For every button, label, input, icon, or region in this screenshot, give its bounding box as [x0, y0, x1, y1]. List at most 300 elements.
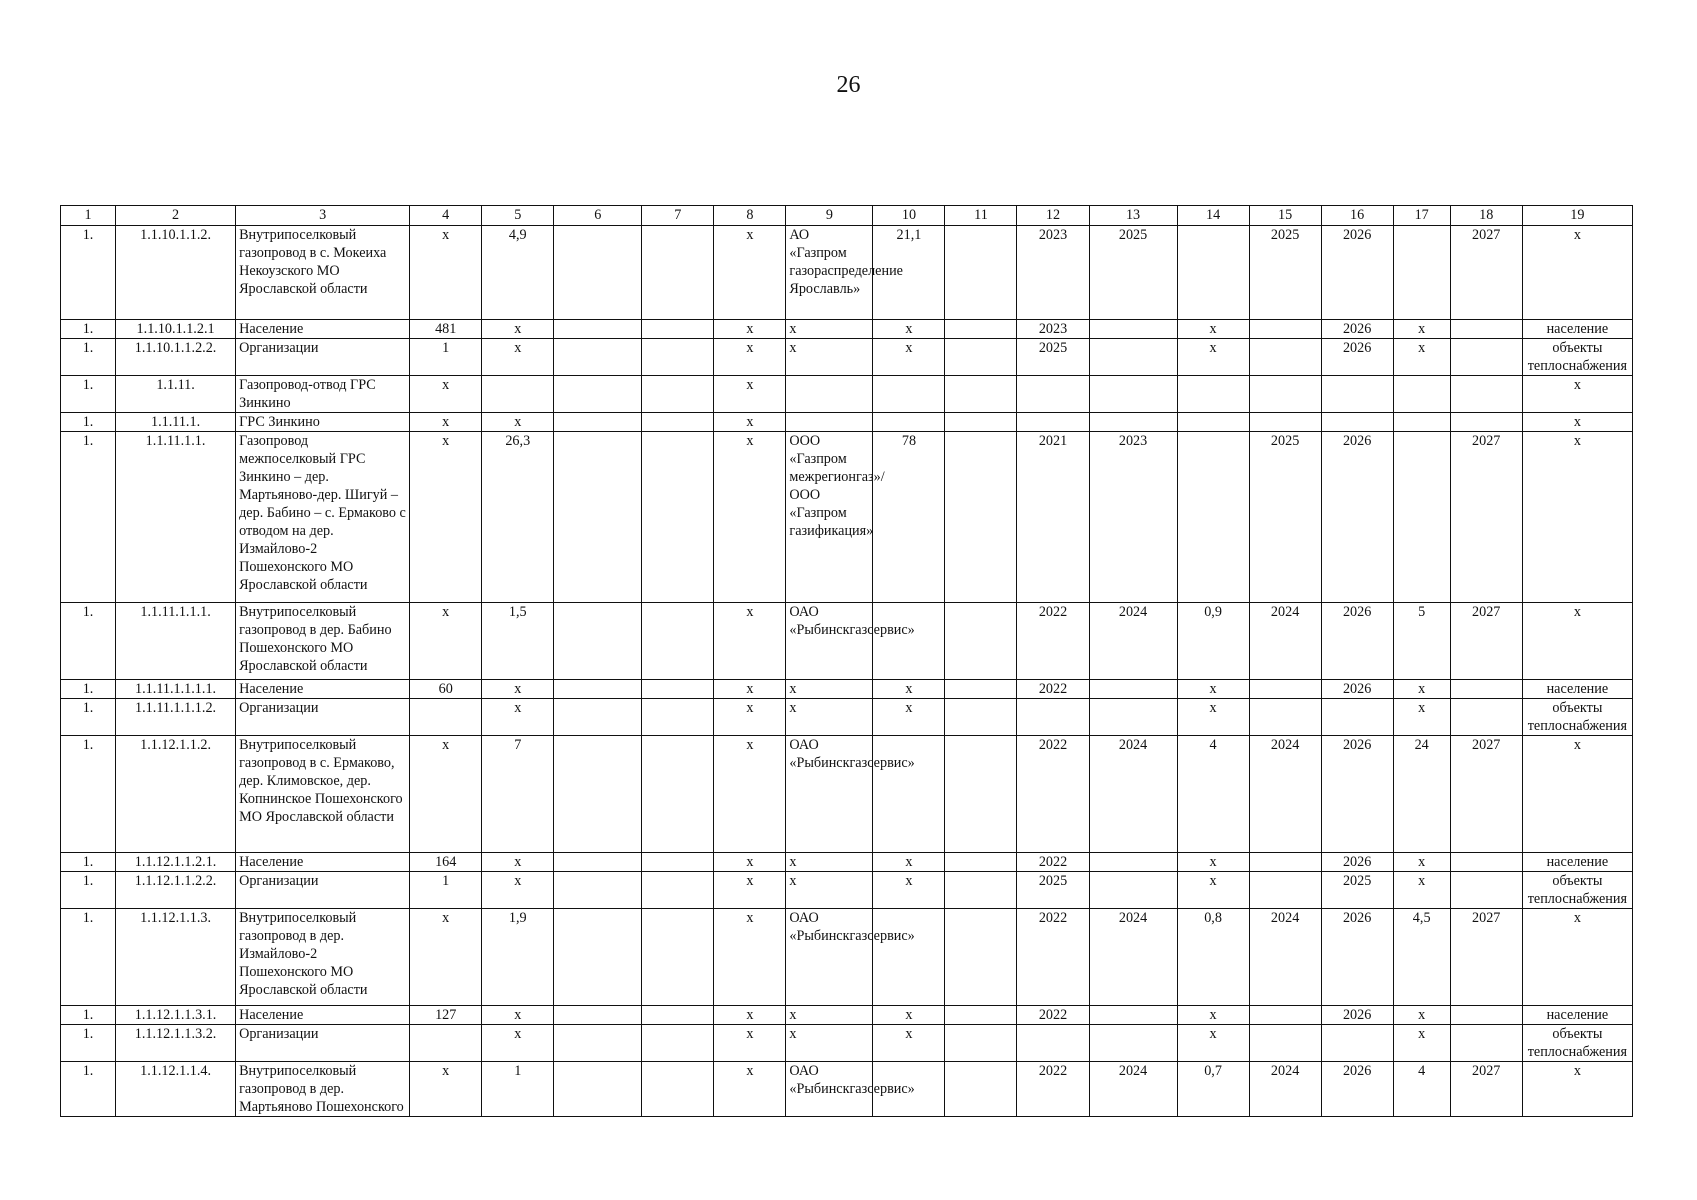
table-cell	[1450, 853, 1522, 872]
column-number-cell: 15	[1249, 206, 1321, 226]
table-cell: 1.1.11.1.1.1.1.	[116, 680, 236, 699]
table-cell: 1.	[61, 1062, 116, 1117]
column-number-cell: 8	[714, 206, 786, 226]
table-cell: 2024	[1089, 909, 1177, 1006]
table-cell	[945, 872, 1017, 909]
column-number-cell: 4	[410, 206, 482, 226]
table-cell: х	[1522, 432, 1632, 603]
table-cell	[554, 1062, 642, 1117]
table-cell	[1089, 699, 1177, 736]
table-cell	[554, 1006, 642, 1025]
table-cell: 2024	[1089, 736, 1177, 853]
table-cell: х	[873, 699, 945, 736]
table-cell: 2022	[1017, 603, 1089, 680]
table-cell	[945, 413, 1017, 432]
table-cell: х	[1177, 339, 1249, 376]
table-cell	[945, 339, 1017, 376]
table-cell	[554, 872, 642, 909]
column-number-cell: 6	[554, 206, 642, 226]
table-cell: 1.1.10.1.1.2.2.	[116, 339, 236, 376]
table-cell: 2025	[1089, 226, 1177, 320]
table-cell: х	[1177, 872, 1249, 909]
table-cell: 1.	[61, 413, 116, 432]
table-cell	[1017, 699, 1089, 736]
table-cell	[873, 603, 945, 680]
table-cell	[1450, 413, 1522, 432]
table-cell: 1.1.11.1.1.	[116, 432, 236, 603]
table-cell: х	[1177, 853, 1249, 872]
table-cell: 2027	[1450, 736, 1522, 853]
table-cell	[945, 680, 1017, 699]
table-cell: 164	[410, 853, 482, 872]
table-cell	[1450, 1025, 1522, 1062]
table-cell: 2022	[1017, 1062, 1089, 1117]
table-cell: 1	[410, 339, 482, 376]
table-cell: Организации	[236, 872, 410, 909]
table-cell: 1.1.11.1.1.1.2.	[116, 699, 236, 736]
column-number-cell: 7	[642, 206, 714, 226]
table-cell	[1393, 413, 1450, 432]
table-cell: 7	[482, 736, 554, 853]
table-cell: Внутрипоселковый газопровод в дер. Бабино Пошехонского МО Ярославской области	[236, 603, 410, 680]
table-cell: х	[482, 680, 554, 699]
table-cell	[945, 376, 1017, 413]
table-cell	[1450, 872, 1522, 909]
table-cell: х	[1522, 736, 1632, 853]
table-cell: х	[714, 413, 786, 432]
table-cell	[873, 909, 945, 1006]
table-cell	[554, 853, 642, 872]
table-cell	[410, 1025, 482, 1062]
table-cell: 1.1.12.1.1.2.1.	[116, 853, 236, 872]
table-cell	[1017, 413, 1089, 432]
table-cell: 21,1	[873, 226, 945, 320]
table-row	[61, 320, 1633, 339]
table-cell	[554, 320, 642, 339]
table-cell	[873, 413, 945, 432]
table-cell	[1393, 432, 1450, 603]
table-cell: х	[786, 680, 873, 699]
table-cell	[554, 432, 642, 603]
table-cell	[642, 699, 714, 736]
table-cell: Внутрипоселковый газопровод в с. Ермаково, дер. Климовское, дер. Копнинское Пошехонского МО Ярославской области	[236, 736, 410, 853]
table-cell	[1017, 1025, 1089, 1062]
table-cell: 1.1.12.1.1.3.1.	[116, 1006, 236, 1025]
table-cell	[945, 226, 1017, 320]
table-cell	[642, 226, 714, 320]
table-row	[61, 736, 1633, 853]
table-cell: 0,8	[1177, 909, 1249, 1006]
table-cell	[642, 339, 714, 376]
table-cell: х	[873, 853, 945, 872]
table-cell: х	[786, 1006, 873, 1025]
table-cell: х	[873, 339, 945, 376]
table-cell: 1,5	[482, 603, 554, 680]
table-cell: 1.1.12.1.1.2.2.	[116, 872, 236, 909]
table-cell: х	[1393, 1025, 1450, 1062]
table-cell: 2026	[1321, 320, 1393, 339]
table-cell	[1089, 413, 1177, 432]
column-number-cell: 1	[61, 206, 116, 226]
table-cell: 1.1.11.1.	[116, 413, 236, 432]
table-cell: 2027	[1450, 603, 1522, 680]
table-cell: 2026	[1321, 432, 1393, 603]
table-cell	[642, 1025, 714, 1062]
table-cell: 1.1.12.1.1.3.2.	[116, 1025, 236, 1062]
table-cell: х	[1522, 376, 1632, 413]
table-cell: 127	[410, 1006, 482, 1025]
table-cell	[945, 736, 1017, 853]
table-cell: 2026	[1321, 339, 1393, 376]
table-cell	[642, 320, 714, 339]
table-cell: х	[1177, 680, 1249, 699]
table-cell: 2025	[1249, 226, 1321, 320]
table-row	[61, 432, 1633, 603]
table-cell: 1.	[61, 432, 116, 603]
table-cell	[642, 1062, 714, 1117]
table-cell	[786, 413, 873, 432]
table-cell: 2025	[1017, 872, 1089, 909]
table-cell	[1321, 413, 1393, 432]
table-cell: 0,9	[1177, 603, 1249, 680]
table-cell	[945, 603, 1017, 680]
table-cell: х	[1177, 1025, 1249, 1062]
table-cell: 1.	[61, 376, 116, 413]
table-cell: х	[873, 320, 945, 339]
column-number-row	[61, 206, 1633, 226]
table-cell: х	[786, 339, 873, 376]
table-row	[61, 603, 1633, 680]
table-cell: население	[1522, 1006, 1632, 1025]
table-cell: 78	[873, 432, 945, 603]
table-cell	[945, 320, 1017, 339]
table-cell	[1177, 376, 1249, 413]
table-cell: х	[714, 1006, 786, 1025]
table-row	[61, 680, 1633, 699]
table-cell	[642, 872, 714, 909]
table-cell: х	[1393, 339, 1450, 376]
table-cell: Население	[236, 1006, 410, 1025]
table-cell: Внутрипоселковый газопровод в дер. Мартьяново Пошехонского	[236, 1062, 410, 1117]
table-cell: х	[714, 432, 786, 603]
table-cell: 481	[410, 320, 482, 339]
table-cell: 1.	[61, 736, 116, 853]
table-cell: 2022	[1017, 736, 1089, 853]
table-cell	[554, 603, 642, 680]
table-cell	[1089, 680, 1177, 699]
table-cell: х	[786, 320, 873, 339]
table-cell: ОАО «Рыбинскгазсервис»	[786, 909, 873, 1006]
table-cell: х	[714, 376, 786, 413]
table-cell: 2026	[1321, 603, 1393, 680]
table-cell: 2023	[1017, 320, 1089, 339]
table-row	[61, 872, 1633, 909]
table-cell: 26,3	[482, 432, 554, 603]
table-cell: население	[1522, 320, 1632, 339]
table-cell: 4,9	[482, 226, 554, 320]
table-cell: 2026	[1321, 736, 1393, 853]
table-cell: х	[1393, 680, 1450, 699]
table-cell: 2027	[1450, 226, 1522, 320]
table-cell	[1393, 376, 1450, 413]
table-cell: 2022	[1017, 909, 1089, 1006]
table-cell: 1.	[61, 699, 116, 736]
table-cell: х	[410, 1062, 482, 1117]
column-number-cell: 3	[236, 206, 410, 226]
table-cell: х	[873, 1025, 945, 1062]
table-cell: 2023	[1017, 226, 1089, 320]
table-cell: х	[714, 680, 786, 699]
table-cell: х	[482, 872, 554, 909]
table-cell: Население	[236, 853, 410, 872]
table-cell: Население	[236, 680, 410, 699]
table-cell: 2026	[1321, 680, 1393, 699]
table-cell	[482, 376, 554, 413]
table-cell: х	[410, 226, 482, 320]
table-cell: х	[1522, 226, 1632, 320]
table-cell: 1.1.11.	[116, 376, 236, 413]
column-number-cell: 11	[945, 206, 1017, 226]
table-cell: х	[410, 413, 482, 432]
table-cell	[1249, 853, 1321, 872]
table-cell: 2025	[1249, 432, 1321, 603]
table-cell: х	[1177, 1006, 1249, 1025]
table-cell: 1.	[61, 909, 116, 1006]
table-cell: 1,9	[482, 909, 554, 1006]
column-number-cell: 19	[1522, 206, 1632, 226]
table-cell: 1.1.11.1.1.1.	[116, 603, 236, 680]
table-cell: 1.1.10.1.1.2.	[116, 226, 236, 320]
column-number-cell: 2	[116, 206, 236, 226]
table-cell: 2027	[1450, 432, 1522, 603]
table-cell: ГРС Зинкино	[236, 413, 410, 432]
table-cell: 2024	[1249, 909, 1321, 1006]
table-cell	[1089, 853, 1177, 872]
table-cell	[1089, 1025, 1177, 1062]
table-cell: х	[714, 909, 786, 1006]
gas-pipeline-table	[60, 205, 1633, 1117]
table-cell: х	[714, 872, 786, 909]
table-cell: АО «Газпром газораспределение Ярославль»	[786, 226, 873, 320]
table-cell	[873, 736, 945, 853]
table-cell: Организации	[236, 1025, 410, 1062]
table-cell: х	[714, 853, 786, 872]
table-cell	[1249, 1006, 1321, 1025]
table-cell: объекты теплоснабжения	[1522, 339, 1632, 376]
table-cell: х	[410, 603, 482, 680]
table-cell: х	[482, 699, 554, 736]
table-cell: х	[1393, 699, 1450, 736]
table-cell: х	[1177, 699, 1249, 736]
column-number-cell: 10	[873, 206, 945, 226]
table-cell: Внутрипоселковый газопровод в с. Мокеиха Некоузского МО Ярославской области	[236, 226, 410, 320]
table-cell: 1.1.10.1.1.2.1	[116, 320, 236, 339]
table-cell: х	[714, 736, 786, 853]
table-cell: 24	[1393, 736, 1450, 853]
table-cell	[1450, 376, 1522, 413]
table-cell: х	[1522, 1062, 1632, 1117]
table-cell	[554, 680, 642, 699]
column-number-cell: 14	[1177, 206, 1249, 226]
table-cell: х	[482, 853, 554, 872]
table-cell	[1249, 339, 1321, 376]
table-cell: 2027	[1450, 909, 1522, 1006]
table-cell: население	[1522, 853, 1632, 872]
column-number-cell: 13	[1089, 206, 1177, 226]
table-cell	[1249, 872, 1321, 909]
table-cell: х	[410, 909, 482, 1006]
table-cell	[1089, 339, 1177, 376]
table-cell: 5	[1393, 603, 1450, 680]
column-number-cell: 9	[786, 206, 873, 226]
table-cell	[642, 909, 714, 1006]
table-row	[61, 699, 1633, 736]
table-cell: объекты теплоснабжения	[1522, 872, 1632, 909]
table-cell: 1	[482, 1062, 554, 1117]
table-cell: х	[482, 320, 554, 339]
table-cell: Организации	[236, 699, 410, 736]
table-cell	[642, 853, 714, 872]
table-cell	[1450, 1006, 1522, 1025]
table-cell	[1393, 226, 1450, 320]
table-cell	[642, 1006, 714, 1025]
table-cell: х	[1393, 853, 1450, 872]
table-cell: х	[482, 339, 554, 376]
table-cell: 2026	[1321, 226, 1393, 320]
table-cell	[945, 909, 1017, 1006]
table-cell	[642, 680, 714, 699]
table-cell: 4	[1177, 736, 1249, 853]
table-cell: 2027	[1450, 1062, 1522, 1117]
column-number-cell: 5	[482, 206, 554, 226]
table-cell	[945, 432, 1017, 603]
table-cell: х	[1522, 413, 1632, 432]
table-cell: х	[714, 339, 786, 376]
table-cell	[554, 1025, 642, 1062]
table-cell: 2021	[1017, 432, 1089, 603]
table-cell	[642, 413, 714, 432]
table-cell: 2026	[1321, 1062, 1393, 1117]
table-cell: 4	[1393, 1062, 1450, 1117]
table-cell: 1.	[61, 1025, 116, 1062]
table-cell: 1.	[61, 1006, 116, 1025]
table-cell	[945, 1025, 1017, 1062]
table-row	[61, 339, 1633, 376]
table-cell: Внутрипоселковый газопровод в дер. Измайлово-2 Пошехонского МО Ярославской области	[236, 909, 410, 1006]
table-row	[61, 1006, 1633, 1025]
table-cell: х	[1393, 1006, 1450, 1025]
table-cell	[642, 432, 714, 603]
table-cell: ОАО «Рыбинскгазсервис»	[786, 736, 873, 853]
table-cell: х	[482, 413, 554, 432]
table-cell: 2023	[1089, 432, 1177, 603]
table-cell: 2024	[1249, 1062, 1321, 1117]
column-number-cell: 18	[1450, 206, 1522, 226]
table-cell	[1089, 320, 1177, 339]
table-cell	[945, 1062, 1017, 1117]
table-cell: 2022	[1017, 680, 1089, 699]
table-cell	[1450, 680, 1522, 699]
table-cell: Газопровод межпоселковый ГРС Зинкино – дер. Мартьяново-дер. Шигуй – дер. Бабино – с. Ермаково с отводом на дер. Измайлово-2 Пошехонского МО Ярославской области	[236, 432, 410, 603]
table-cell: 1.	[61, 320, 116, 339]
table-cell: 2026	[1321, 853, 1393, 872]
table-cell: х	[714, 603, 786, 680]
table-cell: х	[786, 1025, 873, 1062]
table-cell	[642, 736, 714, 853]
table-cell: х	[873, 680, 945, 699]
table-cell: х	[873, 872, 945, 909]
table-cell	[1321, 376, 1393, 413]
table-cell: 0,7	[1177, 1062, 1249, 1117]
table-cell	[554, 226, 642, 320]
table-cell: 2025	[1321, 872, 1393, 909]
table-cell	[1089, 1006, 1177, 1025]
table-cell	[554, 736, 642, 853]
table-cell: 2026	[1321, 909, 1393, 1006]
table-cell	[1249, 376, 1321, 413]
table-cell: 4,5	[1393, 909, 1450, 1006]
table-cell: х	[786, 872, 873, 909]
column-number-cell: 17	[1393, 206, 1450, 226]
table-cell: 2022	[1017, 1006, 1089, 1025]
table-cell	[786, 376, 873, 413]
table-row	[61, 1025, 1633, 1062]
table-cell	[1249, 413, 1321, 432]
table-cell: х	[714, 226, 786, 320]
table-cell	[1177, 413, 1249, 432]
table-row	[61, 853, 1633, 872]
column-number-cell: 16	[1321, 206, 1393, 226]
table-cell: объекты теплоснабжения	[1522, 699, 1632, 736]
table-cell: х	[786, 853, 873, 872]
table-cell: х	[410, 432, 482, 603]
table-cell: 1.	[61, 603, 116, 680]
table-cell	[1249, 1025, 1321, 1062]
table-cell	[1450, 320, 1522, 339]
table-cell	[1249, 320, 1321, 339]
table-cell: х	[1393, 320, 1450, 339]
table-cell: 1.1.12.1.1.2.	[116, 736, 236, 853]
table-cell	[1450, 699, 1522, 736]
table-cell: х	[482, 1006, 554, 1025]
table-row	[61, 376, 1633, 413]
table-row	[61, 909, 1633, 1006]
table-cell: х	[714, 1025, 786, 1062]
table-cell	[1177, 226, 1249, 320]
table-cell	[1089, 872, 1177, 909]
table-cell: 2024	[1089, 1062, 1177, 1117]
page-number: 26	[836, 72, 861, 98]
table-cell: х	[1393, 872, 1450, 909]
table-cell: Организации	[236, 339, 410, 376]
table-cell	[1177, 432, 1249, 603]
table-cell	[1321, 699, 1393, 736]
table-cell	[410, 699, 482, 736]
table-cell: х	[1522, 603, 1632, 680]
table-cell	[873, 376, 945, 413]
table-cell	[1321, 1025, 1393, 1062]
table-cell: 1.1.12.1.1.3.	[116, 909, 236, 1006]
table-cell	[554, 413, 642, 432]
table-cell: Газопровод-отвод ГРС Зинкино	[236, 376, 410, 413]
table-cell: 1.	[61, 853, 116, 872]
table-cell: 1	[410, 872, 482, 909]
table-cell	[1089, 376, 1177, 413]
table-cell: 1.	[61, 872, 116, 909]
table-cell: 2022	[1017, 853, 1089, 872]
table-cell: х	[410, 376, 482, 413]
table-cell: х	[873, 1006, 945, 1025]
